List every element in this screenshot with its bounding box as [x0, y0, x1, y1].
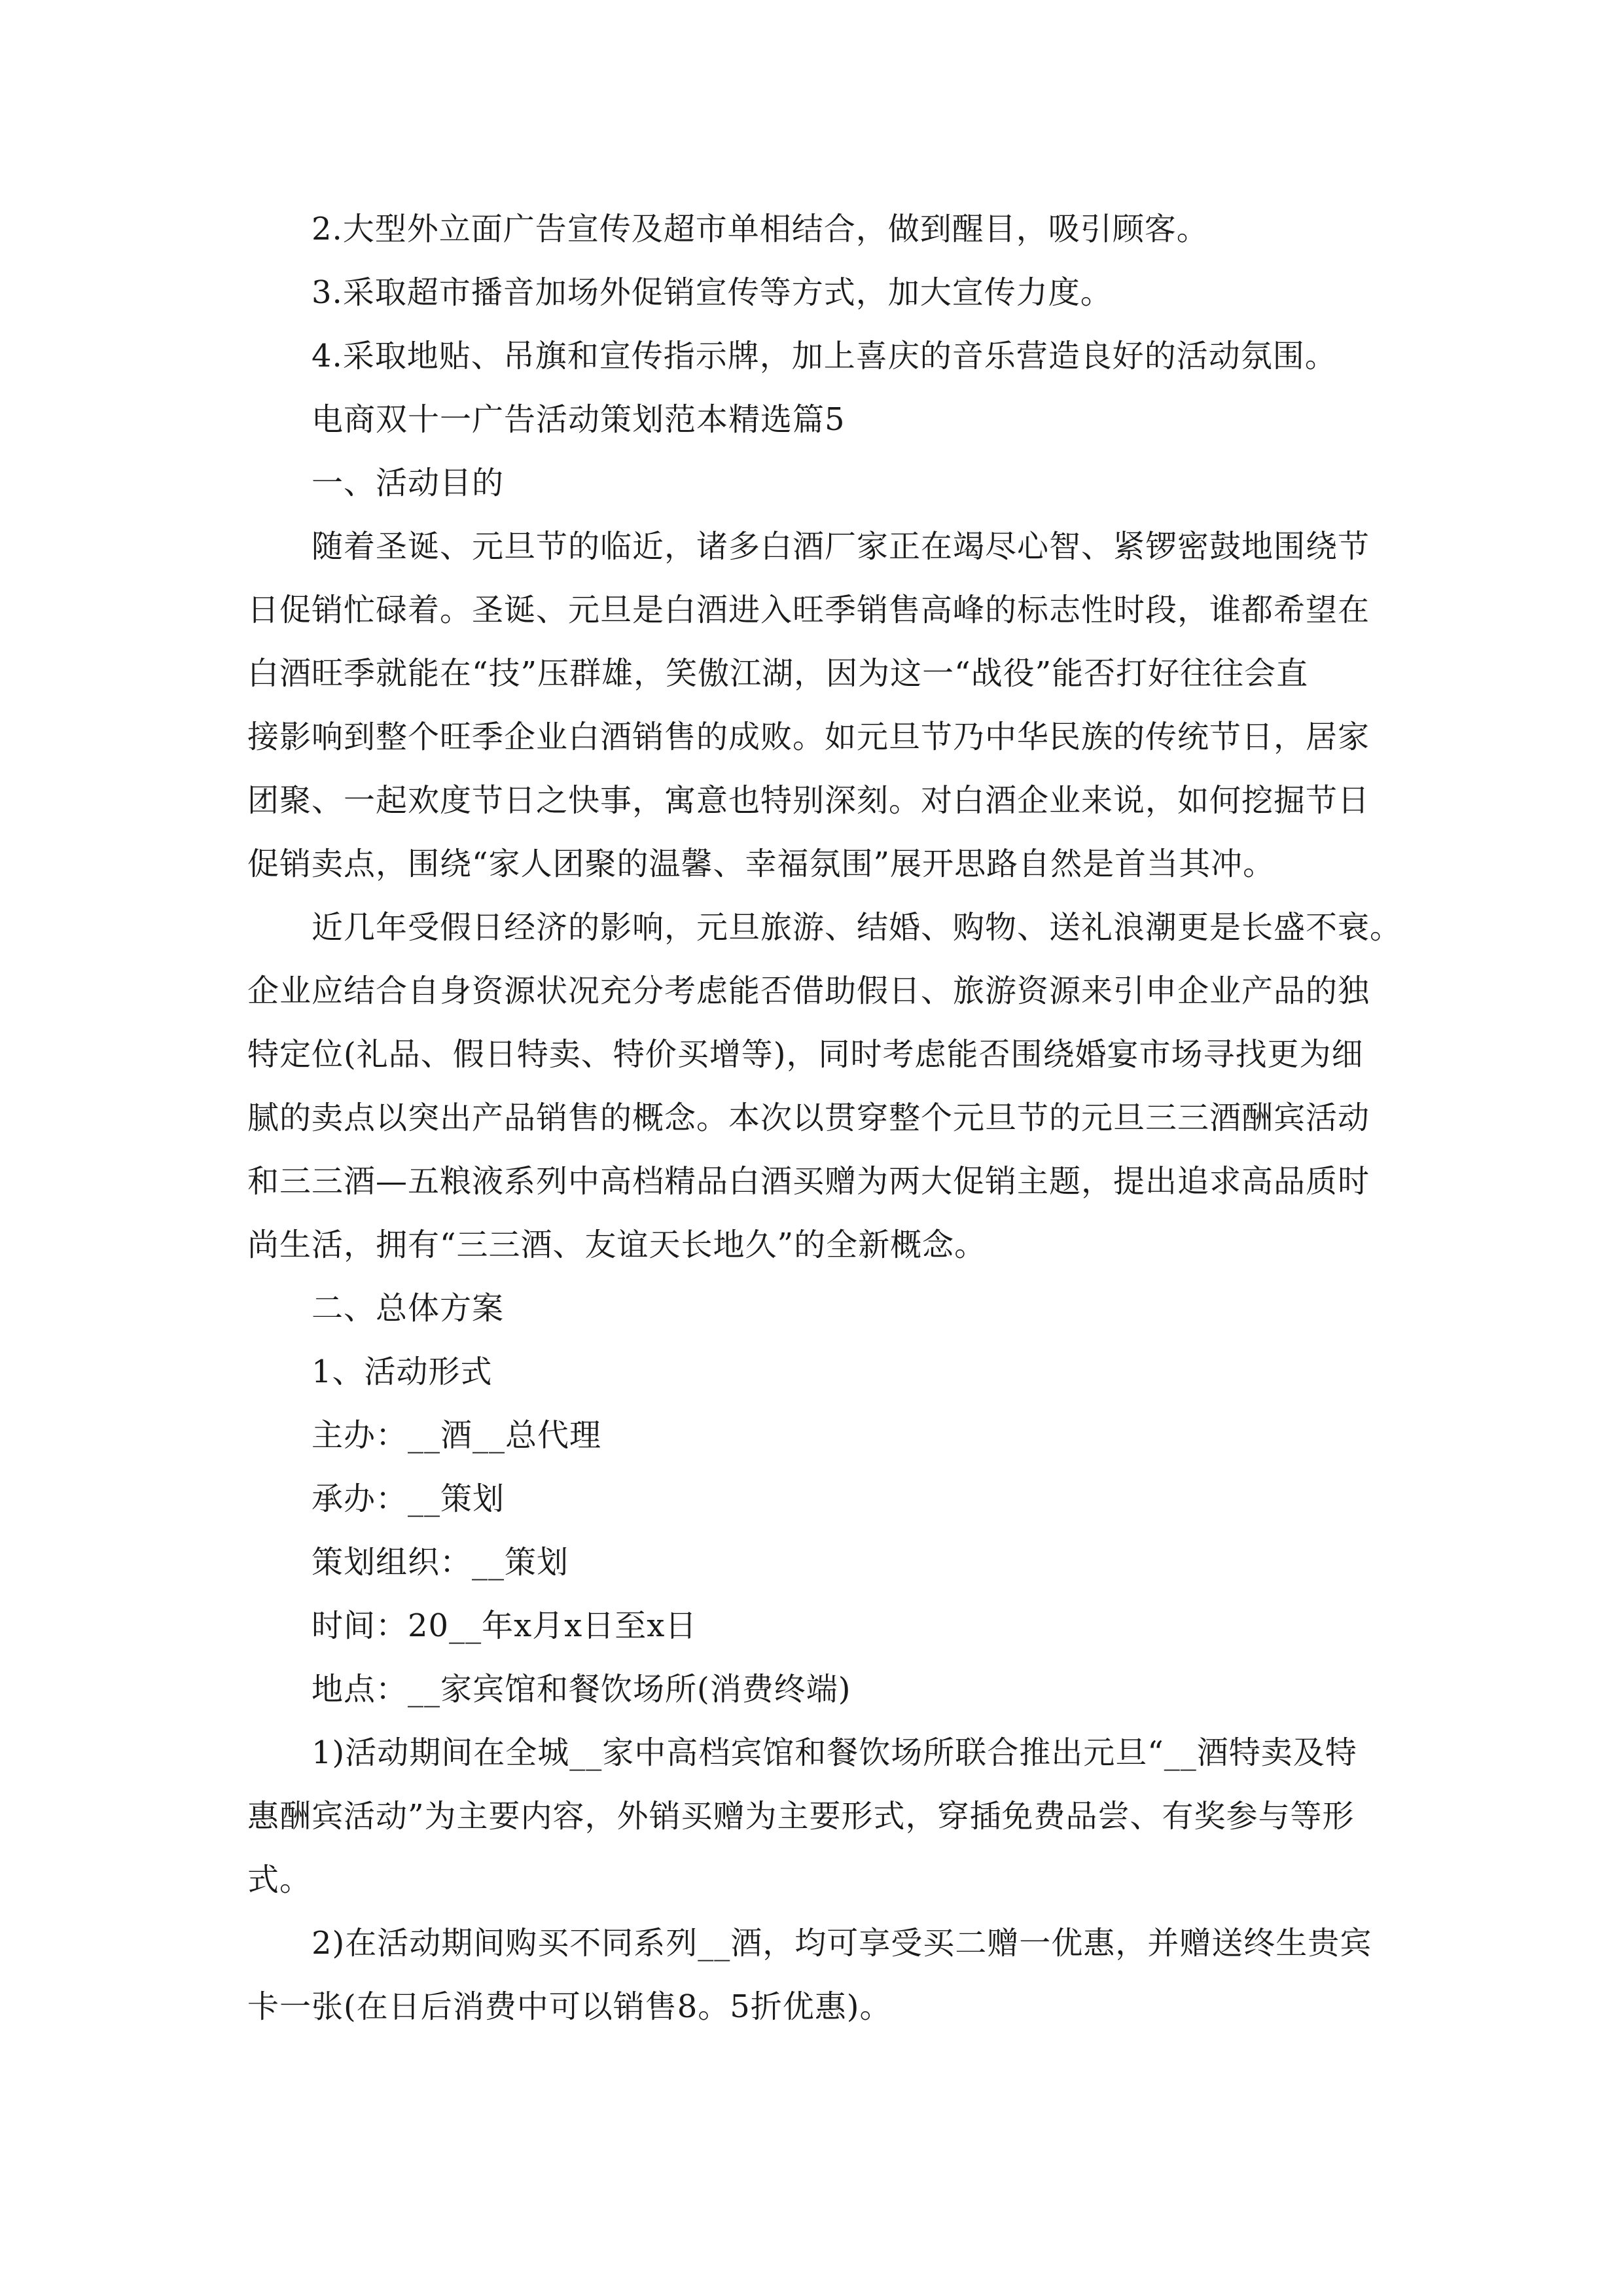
paragraph-line: 和三三酒—五粮液系列中高档精品白酒买赠为两大促销主题，提出追求高品质时	[247, 1163, 1370, 1200]
paragraph-line: 日促销忙碌着。圣诞、元旦是白酒进入旺季销售高峰的标志性时段，谁都希望在	[247, 592, 1370, 628]
paragraph-line: 腻的卖点以突出产品销售的概念。本次以贯穿整个元旦节的元旦三三酒酬宾活动	[247, 1100, 1370, 1136]
heading-overall-plan: 二、总体方案	[312, 1290, 505, 1327]
paragraph-line: 接影响到整个旺季企业白酒销售的成败。如元旦节乃中华民族的传统节日，居家	[247, 719, 1370, 755]
heading-activity-goal: 一、活动目的	[312, 465, 505, 501]
paragraph-line: 1)活动期间在全城__家中高档宾馆和餐饮场所联合推出元旦“__酒特卖及特	[312, 1734, 1357, 1771]
organizer-line: 主办：__酒__总代理	[312, 1417, 602, 1454]
paragraph-line: 随着圣诞、元旦节的临近，诸多白酒厂家正在竭尽心智、紧锣密鼓地围绕节	[312, 528, 1370, 565]
section-title: 电商双十一广告活动策划范本精选篇5	[312, 401, 846, 438]
paragraph-line: 2)在活动期间购买不同系列__酒，均可享受买二赠一优惠，并赠送终生贵宾	[312, 1925, 1372, 1962]
paragraph-line: 惠酬宾活动”为主要内容，外销买赠为主要形式，穿插免费品尝、有奖参与等形	[247, 1798, 1355, 1835]
paragraph-line: 企业应结合自身资源状况充分考虑能否借助假日、旅游资源来引申企业产品的独	[247, 973, 1370, 1009]
list-item-4: 4.采取地贴、吊旗和宣传指示牌，加上喜庆的音乐营造良好的活动氛围。	[312, 338, 1337, 374]
paragraph-line: 尚生活，拥有“三三酒、友谊天长地久”的全新概念。	[247, 1227, 987, 1263]
paragraph-line: 促销卖点，围绕“家人团聚的温馨、幸福氛围”展开思路自然是首当其冲。	[247, 846, 1275, 882]
list-item-2: 2.大型外立面广告宣传及超市单相结合，做到醒目，吸引顾客。	[312, 211, 1209, 247]
list-item-3: 3.采取超市播音加场外促销宣传等方式，加大宣传力度。	[312, 274, 1113, 311]
paragraph-line: 特定位(礼品、假日特卖、特价买增等)，同时考虑能否围绕婚宴市场寻找更为细	[247, 1036, 1364, 1073]
paragraph-line: 白酒旺季就能在“技”压群雄，笑傲江湖，因为这一“战役”能否打好往往会直	[247, 655, 1309, 692]
planning-org-line: 策划组织：__策划	[312, 1544, 569, 1581]
paragraph-line: 团聚、一起欢度节日之快事，寓意也特别深刻。对白酒企业来说，如何挖掘节日	[247, 782, 1370, 819]
paragraph-line: 近几年受假日经济的影响，元旦旅游、结婚、购物、送礼浪潮更是长盛不衰。	[312, 909, 1402, 946]
undertaker-line: 承办：__策划	[312, 1480, 505, 1517]
paragraph-line: 卡一张(在日后消费中可以销售8。5折优惠)。	[247, 1988, 892, 2025]
paragraph-line: 式。	[247, 1861, 312, 1898]
location-line: 地点：__家宾馆和餐饮场所(消费终端)	[312, 1671, 851, 1708]
time-line: 时间：20__年x月x日至x日	[312, 1607, 698, 1644]
heading-activity-form: 1、活动形式	[312, 1354, 493, 1390]
